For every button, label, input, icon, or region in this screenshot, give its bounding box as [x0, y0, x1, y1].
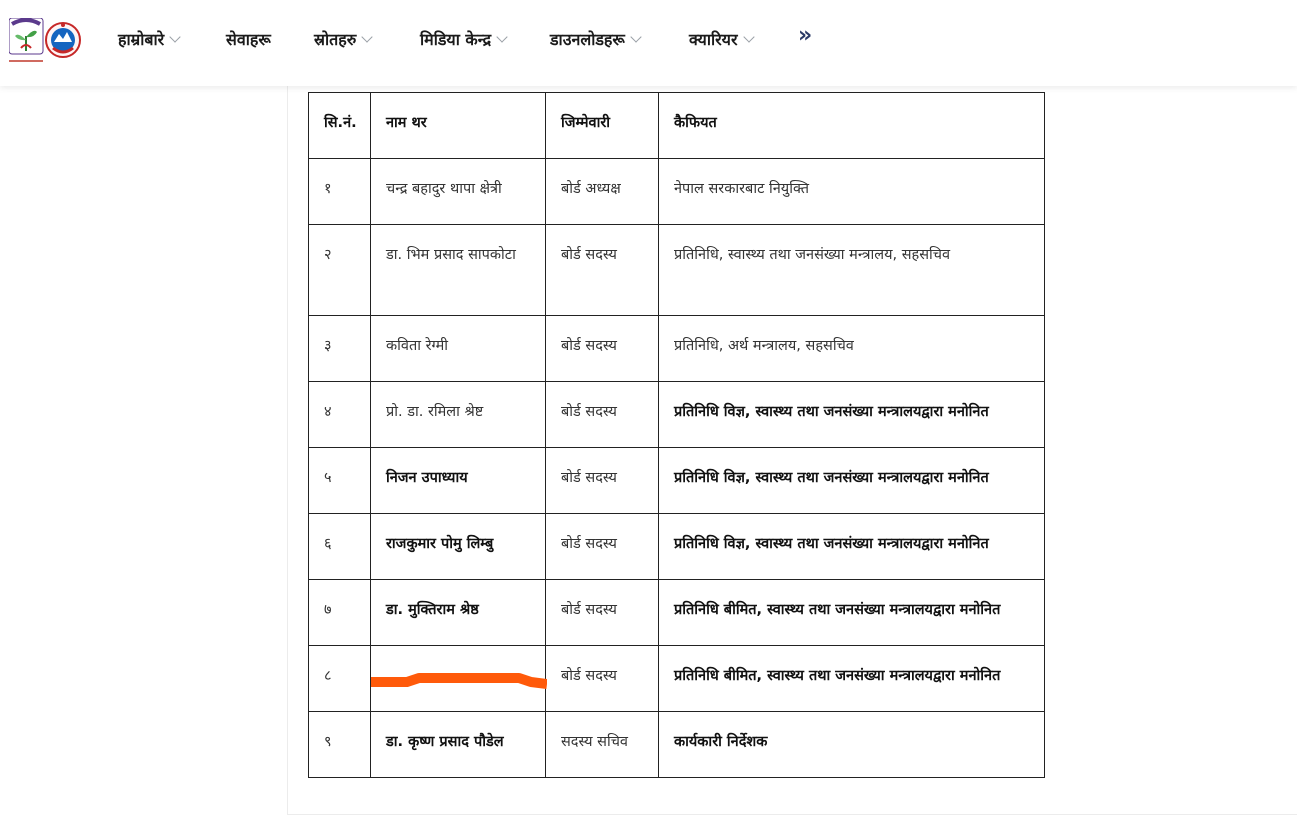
header-remarks: कैफियत [659, 93, 1045, 159]
cell-remarks: प्रतिनिधि विज्ञ, स्वास्थ्य तथा जनसंख्या मन्त्रालयद्वारा मनोनित [659, 382, 1045, 448]
cell-responsibility: बोर्ड सदस्य [546, 448, 659, 514]
cell-remarks: प्रतिनिधि विज्ञ, स्वास्थ्य तथा जनसंख्या मन्त्रालयद्वारा मनोनित [659, 514, 1045, 580]
redaction-stroke-icon [371, 672, 547, 692]
nav-item-media-center[interactable] [420, 28, 506, 52]
nav-item-resources[interactable] [314, 28, 371, 52]
chevron-down-icon [630, 31, 641, 42]
chevron-down-icon [362, 31, 373, 42]
table-header-row [309, 93, 1045, 159]
table-row [309, 316, 1045, 382]
nav-item-label: हाम्रोबारे [118, 30, 165, 49]
cell-responsibility: बोर्ड सदस्य [546, 646, 659, 712]
cell-name: डा. कृष्ण प्रसाद पौडेल [371, 712, 546, 778]
cell-name: डा. भिम प्रसाद सापकोटा [371, 225, 546, 316]
nav-item-services[interactable] [226, 28, 271, 52]
table-row [309, 448, 1045, 514]
header-serial: सि.नं. [309, 93, 371, 159]
cell-responsibility: सदस्य सचिव [546, 712, 659, 778]
cell-name-redacted [371, 646, 546, 712]
table-row [309, 712, 1045, 778]
table-row [309, 159, 1045, 225]
cell-remarks: प्रतिनिधि बीमित, स्वास्थ्य तथा जनसंख्या मन्त्रालयद्वारा मनोनित [659, 580, 1045, 646]
cell-serial: ५ [309, 448, 371, 514]
chevron-down-icon [743, 31, 754, 42]
top-navbar [0, 0, 1297, 86]
more-menu-icon[interactable]: » [798, 23, 813, 48]
table-row [309, 580, 1045, 646]
cell-name: कविता रेग्मी [371, 316, 546, 382]
chevron-down-icon [496, 31, 507, 42]
cell-serial: २ [309, 225, 371, 316]
chevron-down-icon [170, 31, 181, 42]
nav-item-about[interactable] [118, 28, 179, 52]
header-responsibility: जिम्मेवारी [546, 93, 659, 159]
cell-serial: ६ [309, 514, 371, 580]
cell-name: चन्द्र बहादुर थापा क्षेत्री [371, 159, 546, 225]
cell-serial: १ [309, 159, 371, 225]
cell-remarks: प्रतिनिधि, स्वास्थ्य तथा जनसंख्या मन्त्रालय, सहसचिव [659, 225, 1045, 316]
nav-item-career[interactable] [689, 28, 753, 52]
nav-item-label: क्यारियर [689, 30, 738, 49]
nav-item-label: मिडिया केन्द्र [420, 30, 492, 49]
table-row [309, 646, 1045, 712]
board-members-table [308, 92, 1045, 778]
cell-responsibility: बोर्ड सदस्य [546, 514, 659, 580]
cell-serial: ४ [309, 382, 371, 448]
cell-responsibility: बोर्ड सदस्य [546, 225, 659, 316]
cell-remarks: प्रतिनिधि, अर्थ मन्त्रालय, सहसचिव [659, 316, 1045, 382]
header-name: नाम थर [371, 93, 546, 159]
cell-remarks: कार्यकारी निर्देशक [659, 712, 1045, 778]
redaction-mark [386, 664, 531, 678]
cell-name: निजन उपाध्याय [371, 448, 546, 514]
cell-responsibility: बोर्ड सदस्य [546, 580, 659, 646]
cell-serial: ९ [309, 712, 371, 778]
cell-remarks: प्रतिनिधि विज्ञ, स्वास्थ्य तथा जनसंख्या मन्त्रालयद्वारा मनोनित [659, 448, 1045, 514]
table-row [309, 514, 1045, 580]
cell-responsibility: बोर्ड सदस्य [546, 382, 659, 448]
cell-name: राजकुमार पोमु लिम्बु [371, 514, 546, 580]
table-row [309, 382, 1045, 448]
cell-responsibility: बोर्ड सदस्य [546, 316, 659, 382]
cell-name: प्रो. डा. रमिला श्रेष्ट [371, 382, 546, 448]
cell-serial: ८ [309, 646, 371, 712]
cell-remarks: नेपाल सरकारबाट नियुक्ति [659, 159, 1045, 225]
cell-name: डा. मुक्तिराम श्रेष्ठ [371, 580, 546, 646]
nav-item-label: स्रोतहरु [314, 30, 357, 49]
nav-item-downloads[interactable] [550, 28, 640, 52]
table-row [309, 225, 1045, 316]
cell-remarks: प्रतिनिधि बीमित, स्वास्थ्य तथा जनसंख्या मन्त्रालयद्वारा मनोनित [659, 646, 1045, 712]
cell-serial: ७ [309, 580, 371, 646]
nav-item-label: सेवाहरू [226, 30, 271, 49]
nav-item-label: डाउनलोडहरू [550, 30, 625, 49]
cell-responsibility: बोर्ड अध्यक्ष [546, 159, 659, 225]
cell-serial: ३ [309, 316, 371, 382]
main-nav [0, 0, 1297, 86]
